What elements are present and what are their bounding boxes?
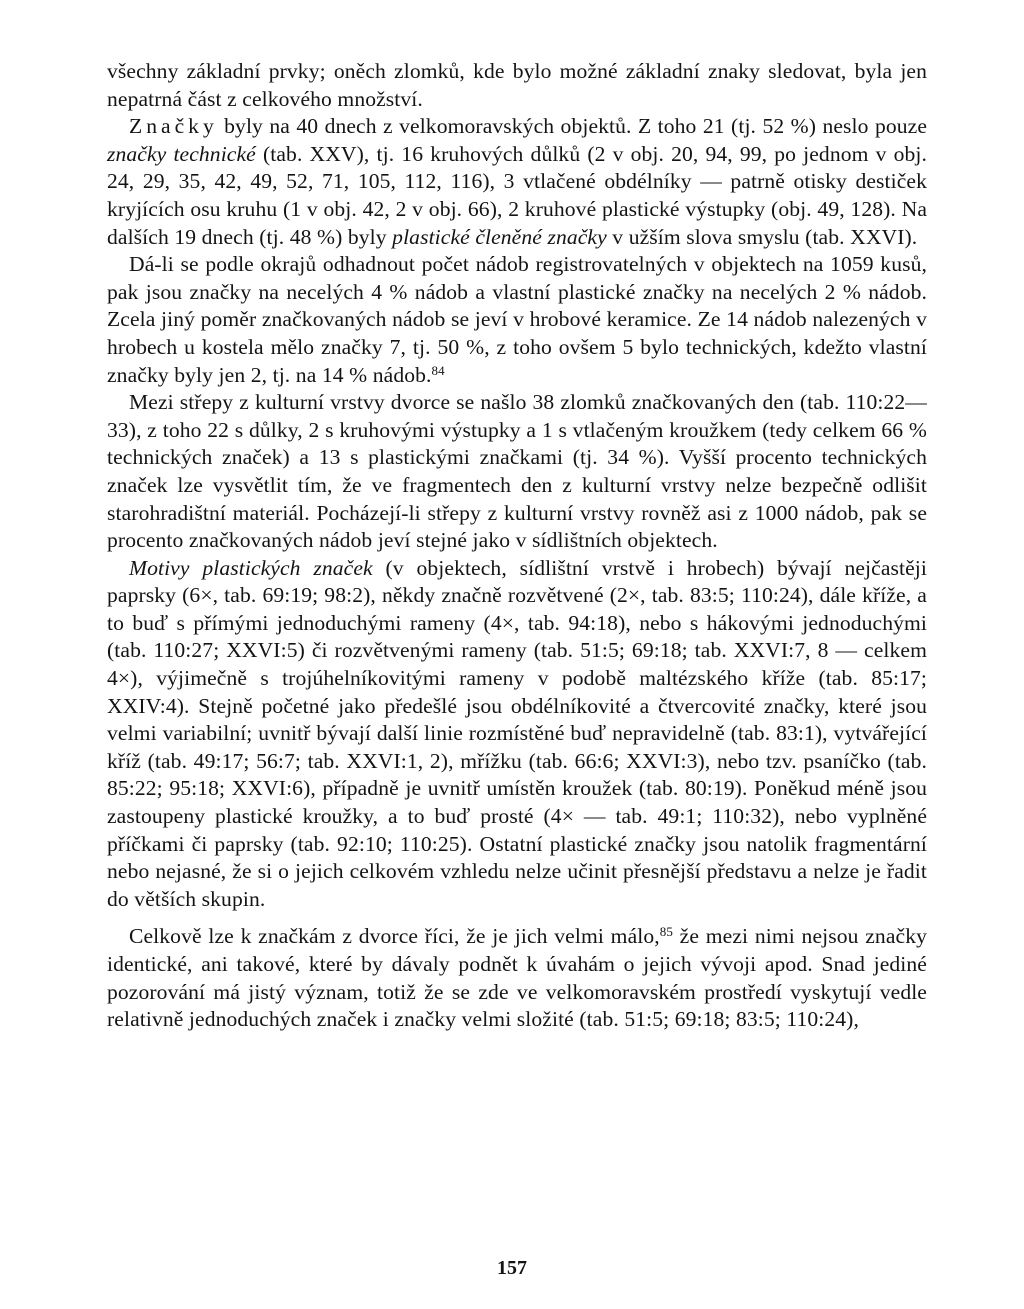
- paragraph-5: [107, 555, 927, 914]
- paragraph-2: [107, 113, 927, 251]
- paragraph-text: v užším slova smyslu (tab. XXVI).: [606, 224, 918, 249]
- paragraph-1: [107, 58, 927, 113]
- emphasis-motifs: Motivy plastických značek: [129, 555, 373, 580]
- paragraph-text: všechny základní prvky; oněch zlomků, kde bylo možné základní znaky sledovat, byla jen nepatrná část z celkového množství.: [107, 59, 927, 111]
- paragraph-text: (tab. XXV), tj. 16 kruhových důlků (2 v obj. 20, 94, 99, po jednom v obj. 24, 29, 35, 42, 49, 52, 71, 105, 112, 116), 3 vtlačené obdélníky — patrně otisky destiček kryjících osu kruhu (1 v obj. 42, 2 v obj. 66), 2 kruhové plastické výstupky (obj. 49, 128). Na dalších 19 dnech (tj. 48 %) byly: [107, 141, 928, 249]
- emphasis-plastic-marks: plastické členěné značky: [392, 224, 607, 249]
- page-number: 157: [497, 1257, 527, 1279]
- paragraph-text: že mezi nimi nejsou značky identické, ani takové, které by dávaly podnět k úvahám o jejich vývoji apod. Snad jediné pozorování má jistý význam, totiž že se zde ve velkomoravském prostředí vyskytují vedle relativně jednoduchých značek i značky velmi složité (tab. 51:5; 69:18; 83:5; 110:24),: [107, 924, 927, 1032]
- paragraph-text: Dá-li se podle okrajů odhadnout počet nádob registrovatelných v objektech na 1059 kusů, pak jsou značky na necelých 4 % nádob a vlastní plastické značky na necelých 2 % nádob. Zcela jiný poměr značkovaných nádob se jeví v hrobové keramice. Ze 14 nádob nalezených v hrobech u kostela mělo značky 7, tj. 50 %, z toho ovšem 5 bylo technických, kdežto vlastní značky byly jen 2, tj. na 14 % nádob.: [107, 252, 927, 387]
- paragraph-4: [107, 389, 927, 555]
- footnote-ref-84: 84: [431, 362, 445, 378]
- paragraph-text: byly na 40 dnech z velkomoravských objektů. Z toho 21 (tj. 52 %) neslo pouze: [217, 114, 927, 139]
- paragraph-text: (v objektech, sídlištní vrstvě i hrobech) bývají nejčastěji paprsky (6×, tab. 69:19; 98:2), někdy značně rozvětvené (2×, tab. 83:5; 110:24), dále kříže, a to buď s přímými jednoduchými rameny (4×, tab. 94:18), nebo s hákovými jednoduchými (tab. 110:27; XXVI:5) či rozvětvenými rameny (tab. 51:5; 69:18; tab. XXVI:7, 8 — celkem 4×), výjimečně s trojúhelníkovitými rameny v podobě maltézského kříže (tab. 85:17; XXIV:4). Stejně početné jako předešlé jsou obdélníkovité a čtvercovité značky, které jsou velmi variabilní; uvnitř bývají další linie rozmístěné buď nepravidelně (tab. 83:1), vytvářející kříž (tab. 49:17; 56:7; tab. XXVI:1, 2), mřížku (tab. 66:6; XXVI:3), nebo tzv. psaníčko (tab. 85:22; 95:18; XXVI:6), případně je uvnitř umístěn kroužek (tab. 80:19). Poněkud méně jsou zastoupeny plastické kroužky, a to buď prosté (4× — tab. 49:1; 110:32), nebo vyplněné příčkami či paprsky (tab. 92:10; 110:25). Ostatní plastické značky jsou natolik fragmentární nebo nejasné, že si o jejich celkovém vzhledu nelze učinit přesnější představu a nelze je řadit do větších skupin.: [107, 555, 927, 911]
- lead-word: Značky: [129, 114, 218, 139]
- emphasis-technical-marks: značky technické: [107, 141, 256, 166]
- page-body: [107, 58, 927, 1034]
- paragraph-3: [107, 251, 927, 389]
- paragraph-text: Mezi střepy z kulturní vrstvy dvorce se našlo 38 zlomků značkovaných den (tab. 110:22—33), z toho 22 s důlky, 2 s kruhovými výstupky a 1 s vtlačeným kroužkem (tedy celkem 66 % technických značek) a 13 s plastickými značkami (tj. 34 %). Vyšší procento technických značek lze vysvětlit tím, že ve fragmentech den z kulturní vrstvy nelze bezpečně odlišit starohradištní materiál. Pocházejí-li střepy z kulturní vrstvy rovněž asi z 1000 nádob, pak se procento značkovaných nádob jeví stejné jako v sídlištních objektech.: [107, 390, 927, 553]
- paragraph-6: [107, 923, 927, 1033]
- paragraph-text: Celkově lze k značkám z dvorce říci, že je jich velmi málo,: [129, 924, 660, 949]
- footnote-ref-85: 85: [659, 924, 673, 940]
